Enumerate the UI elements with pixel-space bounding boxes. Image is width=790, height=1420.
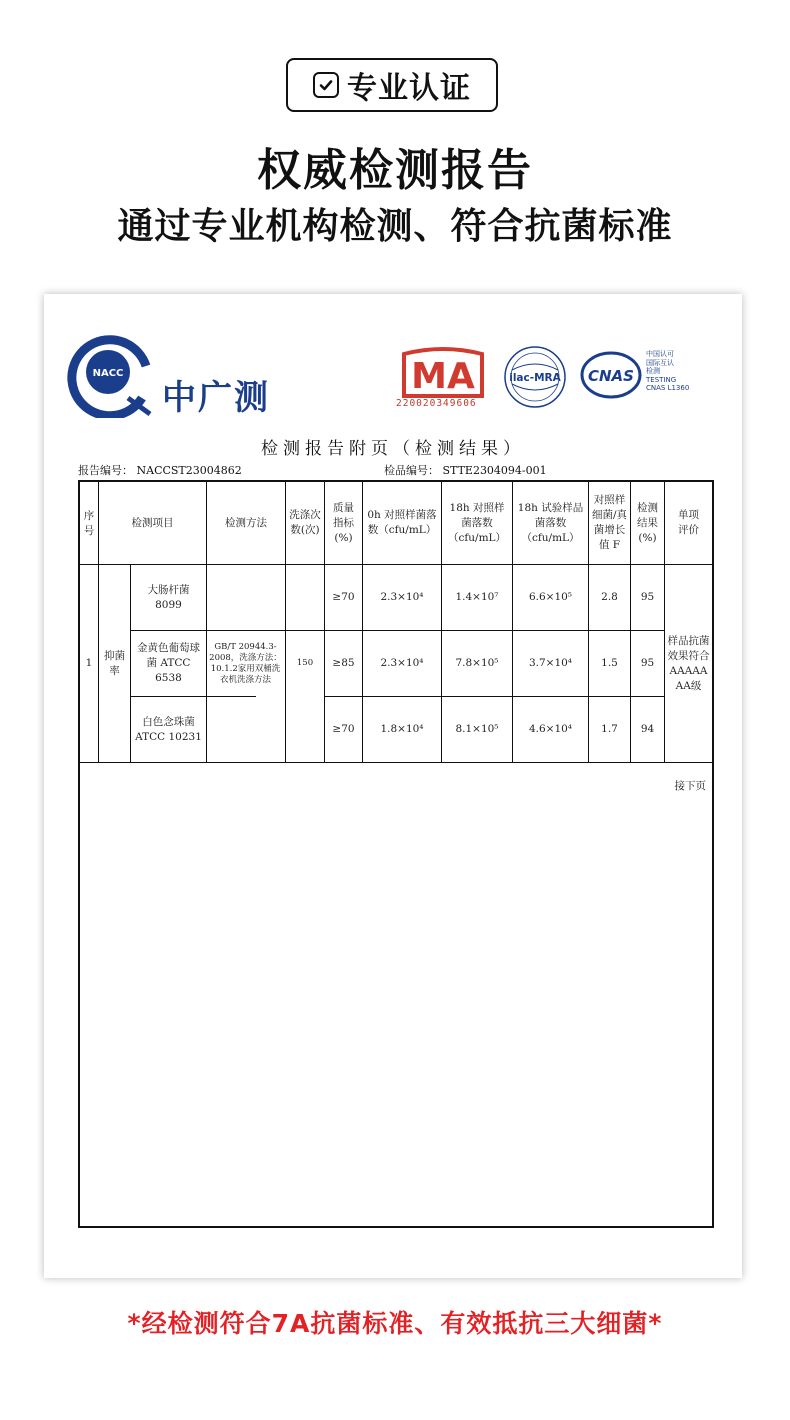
row-wash-times: 150 [296,658,314,668]
nacc-logo-icon [64,328,154,418]
cnas-details: 中国认可 国际互认 检测 TESTING CNAS L1360 [646,350,690,392]
organism-name: 大肠杆菌 8099 [147,583,190,611]
growth-value: 2.8 [601,591,618,603]
quality-index-value: ≥70 [332,591,355,603]
check-box-icon [313,72,339,98]
certification-badge [286,58,498,112]
h0-control-value: 2.3×10⁴ [380,591,424,603]
quality-index-value: ≥85 [332,657,355,669]
header-h18-test: 18h 试验样品菌落数（cfu/mL） [517,501,584,544]
brand-name: 中广测 [162,378,270,418]
h18-test-value: 3.7×10⁴ [528,657,573,669]
header-h18-control: 18h 对照样菌落数（cfu/mL） [448,501,506,544]
page-title: 权威检测报告 [257,145,533,196]
row-seq: 1 [85,657,93,669]
cnas-seal-icon [580,350,642,400]
ilac-text: ilac-MRA [509,372,561,384]
row-category: 抑菌率 [104,649,125,677]
header-evaluation: 单项评价 [678,509,699,536]
h18-control-value: 1.4×10⁷ [455,591,499,603]
results-table [78,480,714,1228]
nacc-badge-text: NACC [92,368,124,379]
header-seq: 序号 [83,510,95,537]
growth-value: 1.7 [601,723,618,735]
table-rule [80,762,712,763]
report-paper [44,294,742,1278]
organism-name: 白色念珠菌 ATCC 10231 [135,715,202,743]
quality-index-value: ≥70 [332,723,355,735]
page-subtitle: 通过专业机构检测、符合抗菌标准 [117,206,673,247]
ilac-mra-seal-icon [502,344,568,410]
row-method: GB/T 20944.3-2008，洗涤方法：10.1.2家用双桶洗衣机洗涤方法 [209,641,282,685]
organism-name: 金黄色葡萄球菌 ATCC 6538 [137,642,200,684]
cma-text: MA [411,356,475,397]
header-growth-value: 对照样细菌/真菌增长值 F [591,494,628,551]
header-method: 检测方法 [225,516,267,529]
result-value: 95 [640,657,655,669]
result-value: 94 [640,723,655,735]
cnas-text: CNAS [588,367,634,385]
header-h0-control: 0h 对照样菌落数（cfu/mL） [367,509,437,536]
badge-label: 专业认证 [347,71,471,106]
h18-test-value: 4.6×10⁴ [528,723,573,735]
result-value: 95 [640,591,655,603]
h0-control-value: 2.3×10⁴ [380,657,424,669]
doc-title: 检测报告附页（检测结果） [261,439,525,459]
h0-control-value: 1.8×10⁴ [380,723,424,735]
footer-note: *经检测符合7A抗菌标准、有效抵抗三大细菌* [127,1309,663,1338]
h18-control-value: 8.1×10⁵ [455,723,499,735]
growth-value: 1.5 [601,657,618,669]
header-quality-index: 质量指标(%) [333,501,354,544]
row-evaluation: 样品抗菌效果符合AAAAAAA级 [667,634,710,692]
sample-number: 检品编号： STTE2304094-001 [384,464,547,477]
header-wash-times: 洗涤次数(次) [289,509,321,536]
h18-test-value: 6.6×10⁵ [528,591,573,603]
report-number: 报告编号： NACCST23004862 [78,464,242,477]
h18-control-value: 7.8×10⁵ [455,657,499,669]
cma-number: 220020349606 [396,398,477,409]
continue-note: 接下页 [674,780,706,792]
header-item: 检测项目 [131,516,174,529]
header-result: 检测结果(%) [637,501,658,544]
